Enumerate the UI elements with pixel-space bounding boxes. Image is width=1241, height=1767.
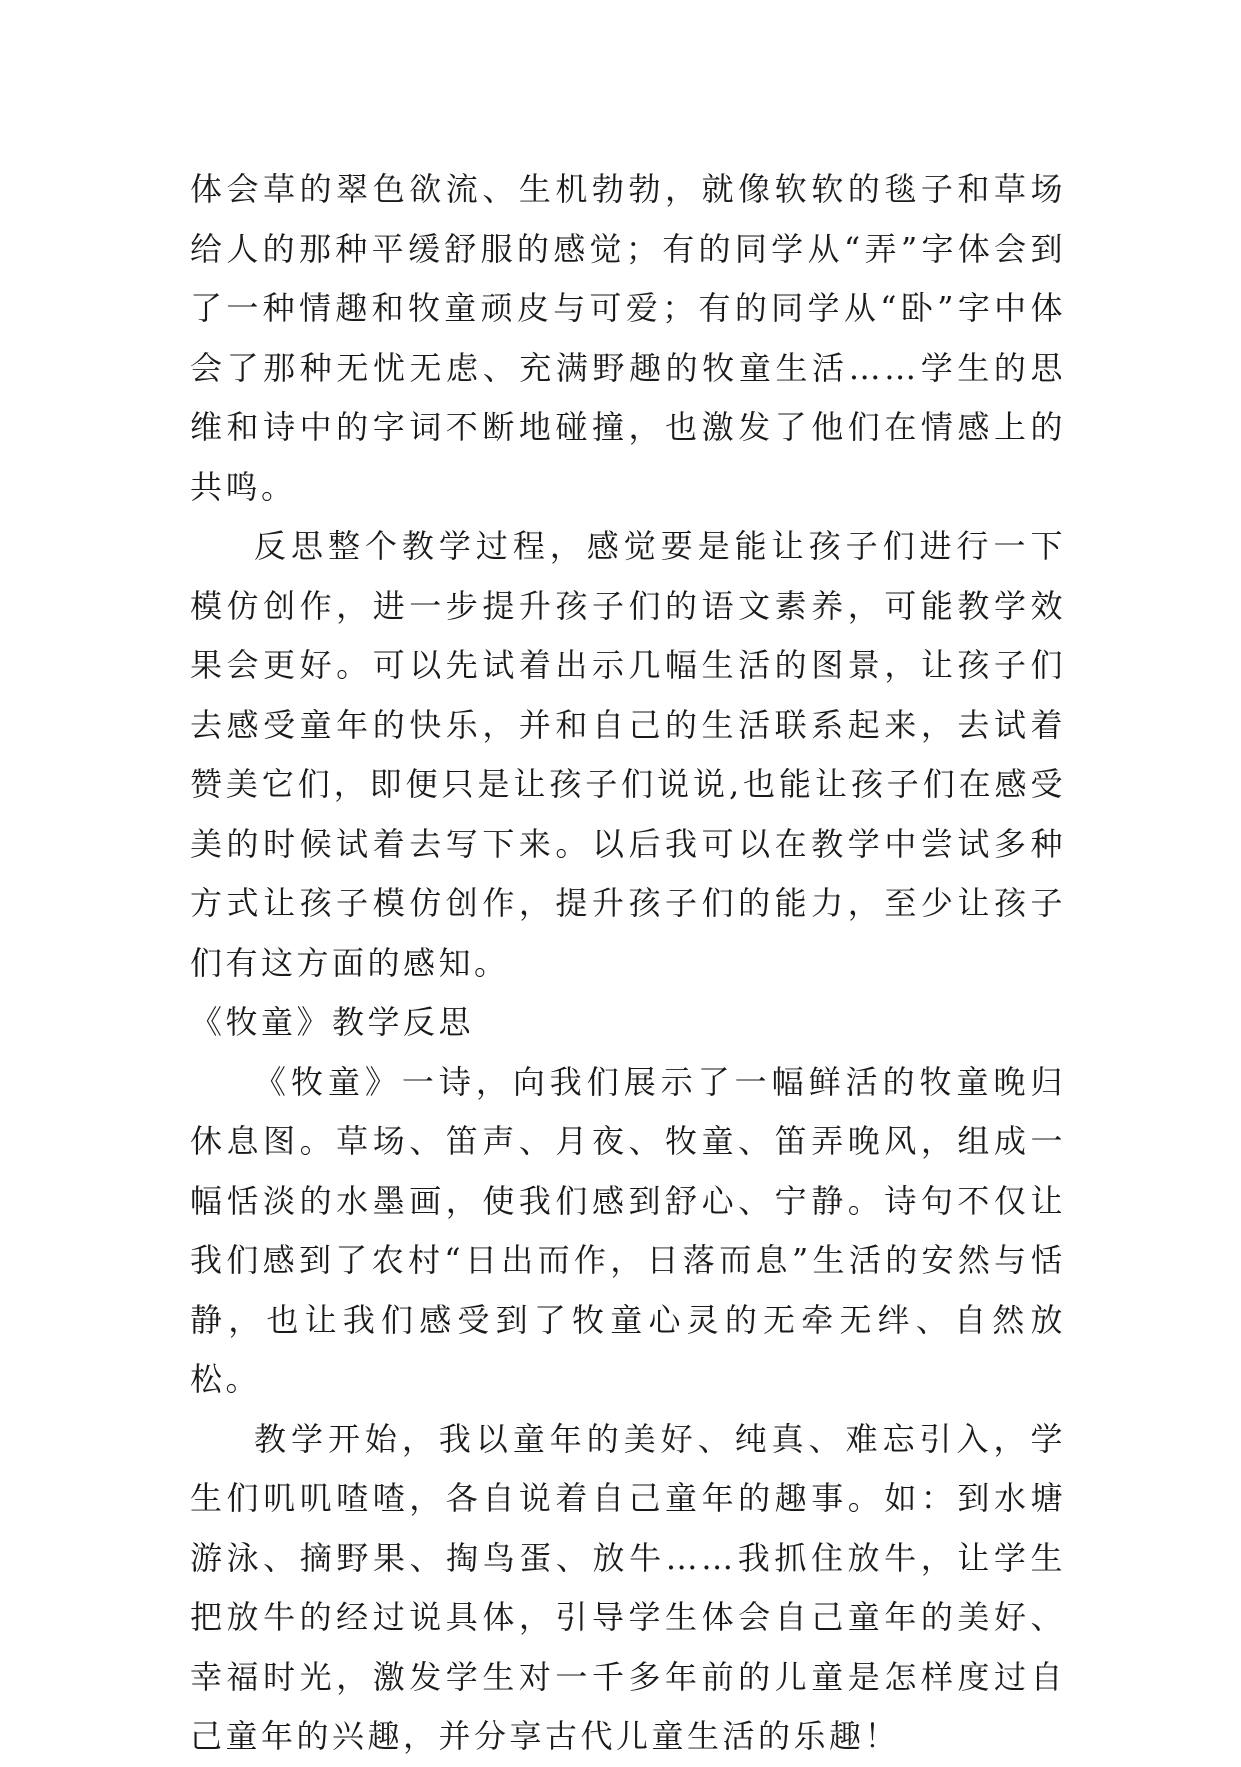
paragraph-poem-intro: 《牧童》一诗，向我们展示了一幅鲜活的牧童晚归休息图。草场、笛声、月夜、牧童、笛弄晚风，组成一幅恬淡的水墨画，使我们感到舒心、宁静。诗句不仅让我们感到了农村“日出而作，日落而息”生活的安然与恬静，也让我们感受到了牧童心灵的无牵无绊、自然放松。	[190, 1062, 1066, 1398]
paragraph-reflection: 反思整个教学过程，感觉要是能让孩子们进行一下模仿创作，进一步提升孩子们的语文素养，可能教学效果会更好。可以先试着出示几幅生活的图景，让孩子们去感受童年的快乐，并和自己的生活联系起来，去试着赞美它们，即便只是让孩子们说说,也能让孩子们在感受美的时候试着去写下来。以后我可以在教学中尝试多种方式让孩子模仿创作，提升孩子们的能力，至少让孩子们有这方面的感知。	[190, 527, 1066, 982]
section-title: 《牧童》教学反思	[190, 1003, 475, 1041]
document-body	[190, 160, 1066, 1767]
paragraph-continuation: 体会草的翠色欲流、生机勃勃，就像软软的毯子和草场给人的那种平缓舒服的感觉；有的同学从“弄”字体会到了一种情趣和牧童顽皮与可爱；有的同学从“卧”字中体会了那种无忧无虑、充满野趣的牧童生活……学生的思维和诗中的字词不断地碰撞，也激发了他们在情感上的共鸣。	[190, 170, 1066, 506]
paragraph-teaching-start: 教学开始，我以童年的美好、纯真、难忘引入，学生们叽叽喳喳，各自说着自己童年的趣事。如：到水塘游泳、摘野果、掏鸟蛋、放牛……我抓住放牛，让学生把放牛的经过说具体，引导学生体会自己童年的美好、幸福时光，激发学生对一千多年前的儿童是怎样度过自己童年的兴趣，并分享古代儿童生活的乐趣！	[190, 1419, 1066, 1755]
